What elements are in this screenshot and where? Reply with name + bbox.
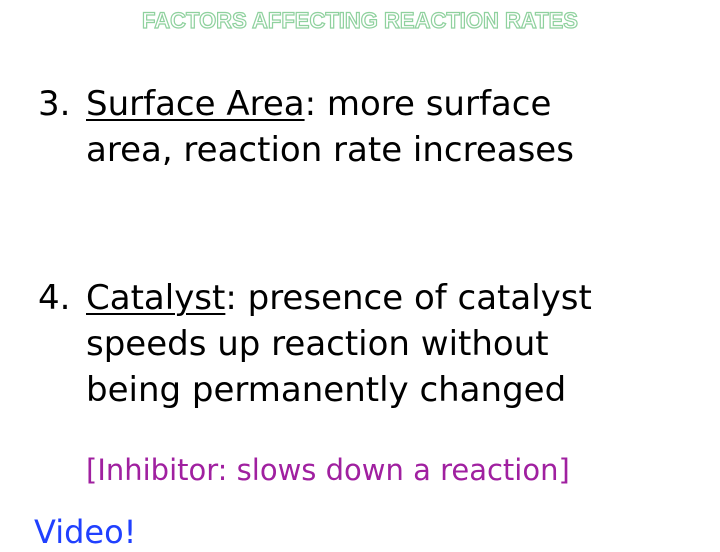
point-catalyst xyxy=(38,275,698,413)
slide-title: FACTORS AFFECTING REACTION RATES xyxy=(142,8,578,33)
video-link[interactable]: Video! xyxy=(34,513,137,551)
inhibitor-note: [Inhibitor: slows down a reaction] xyxy=(86,453,570,487)
point-text-continued: being permanently changed xyxy=(86,370,567,410)
point-term: Catalyst xyxy=(86,278,226,318)
point-number: 4. xyxy=(38,278,71,318)
point-text: : presence of catalyst xyxy=(225,278,592,318)
point-text-continued: speeds up reaction without xyxy=(86,324,549,364)
point-surface-area xyxy=(38,81,698,173)
point-text: : more surface xyxy=(304,84,552,124)
point-text-continued: area, reaction rate increases xyxy=(86,130,574,170)
point-number: 3. xyxy=(38,84,71,124)
point-term: Surface Area xyxy=(86,84,305,124)
